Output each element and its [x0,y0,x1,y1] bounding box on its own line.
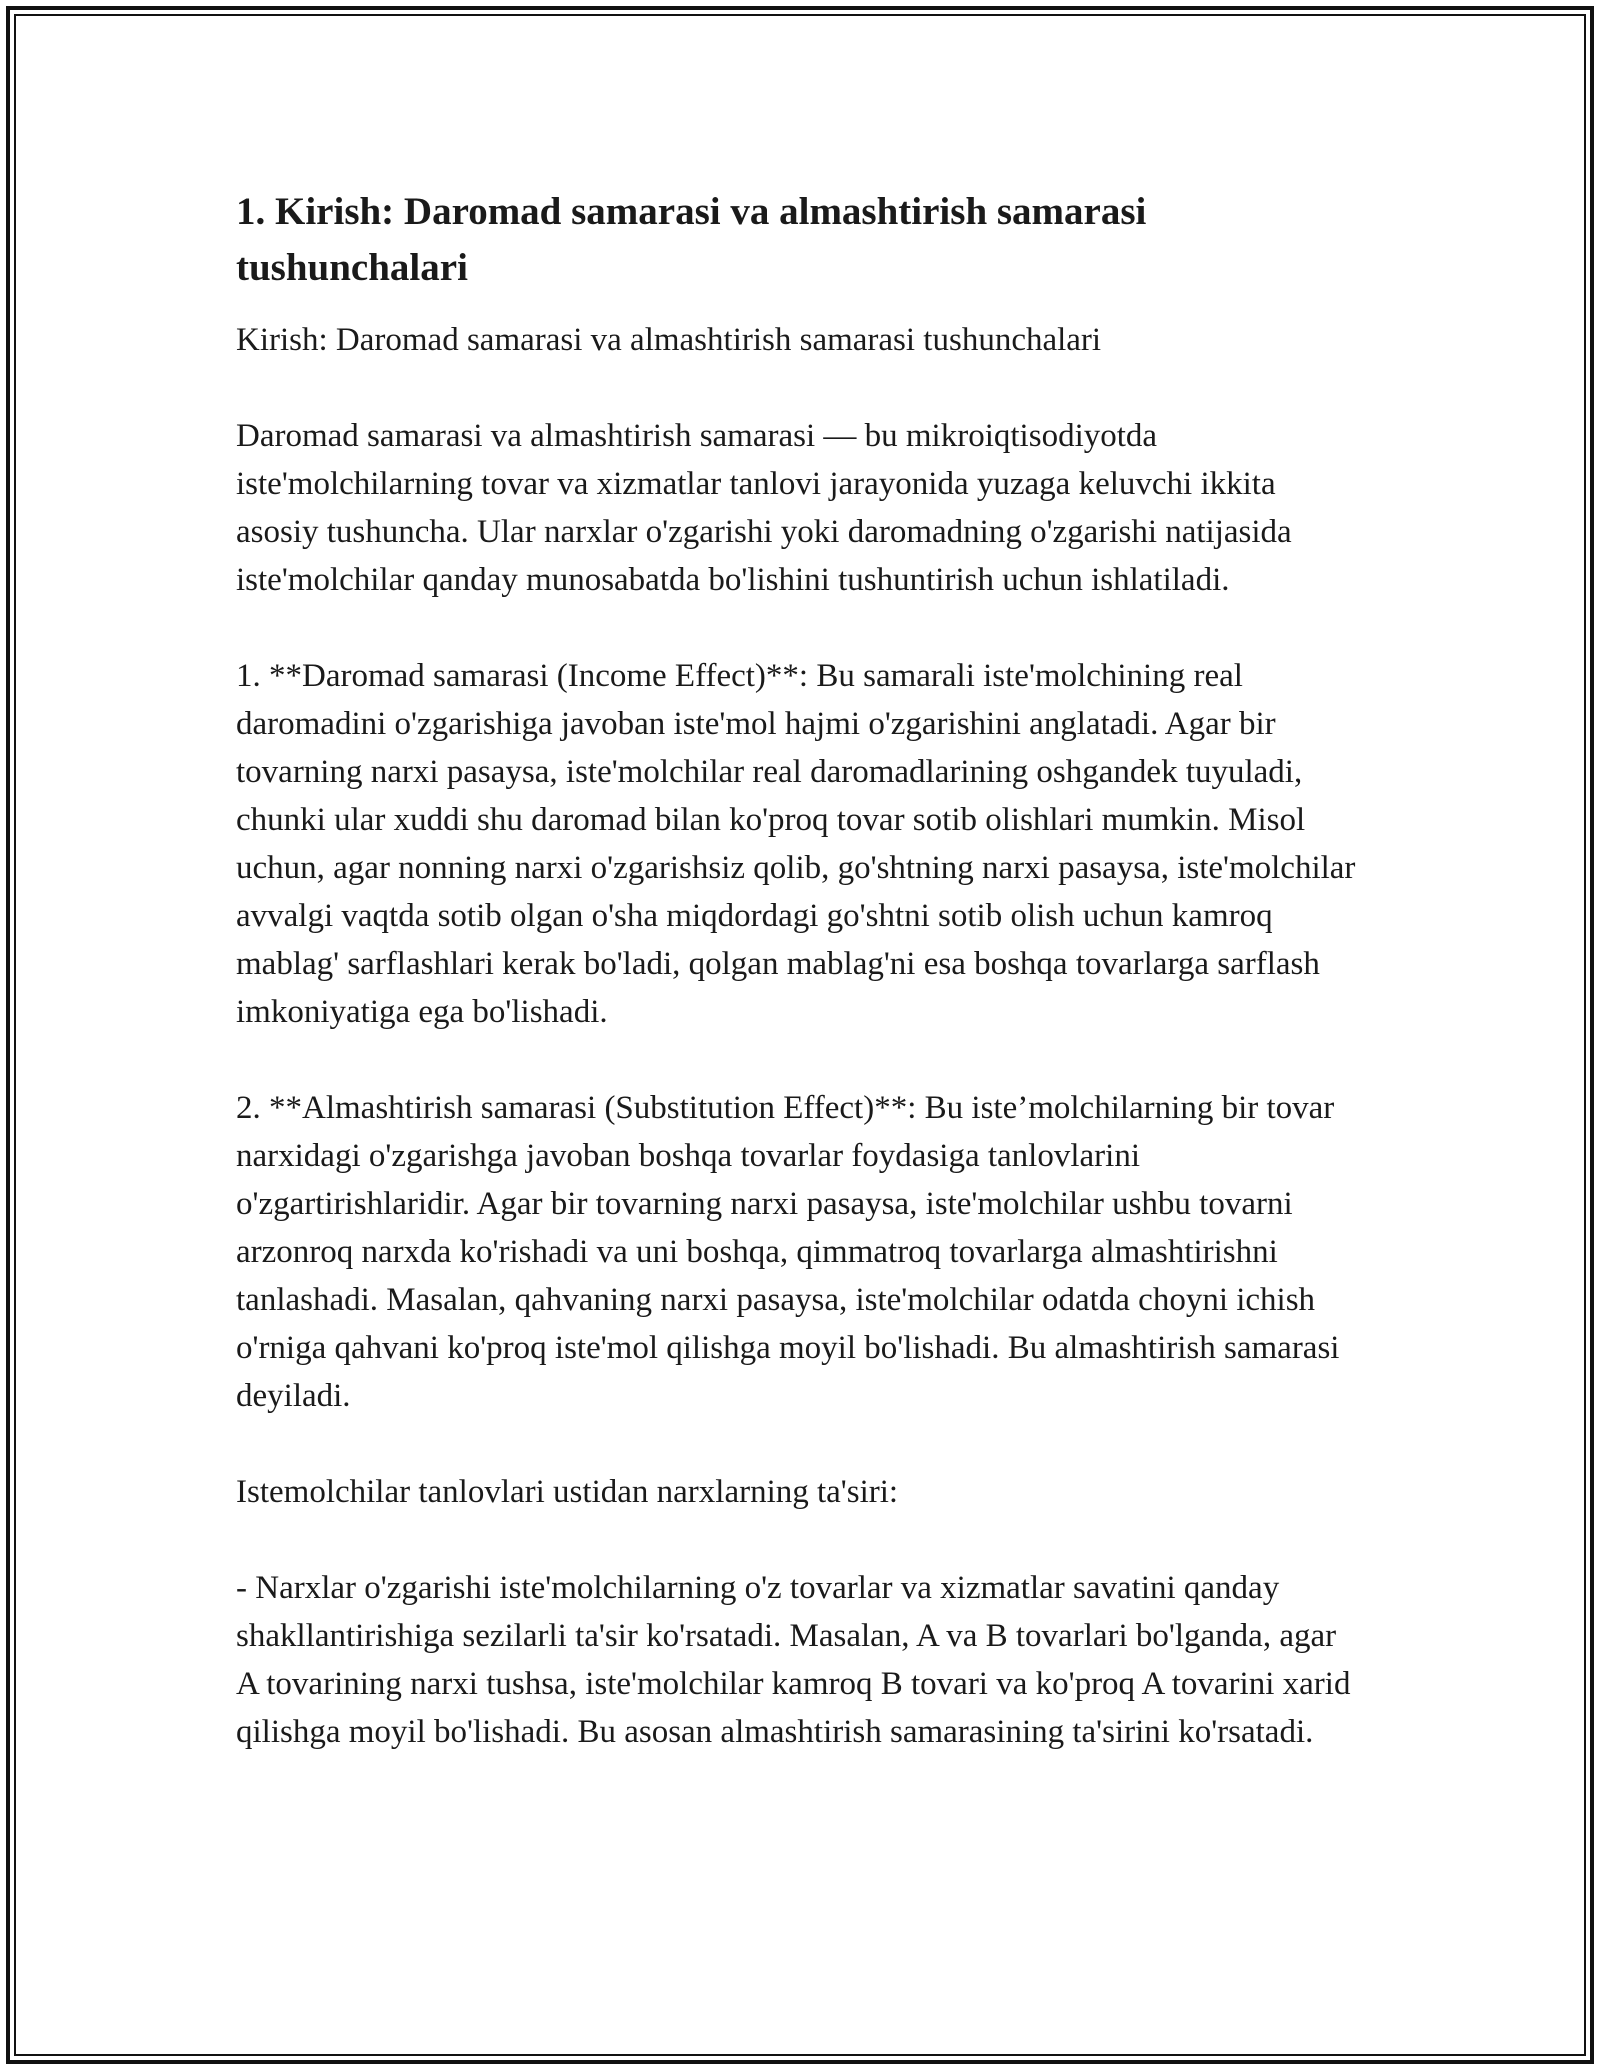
price-impact-heading: Istemolchilar tanlovlari ustidan narxlarning ta'siri: [236,1474,899,1510]
price-impact-paragraph: - Narxlar o'zgarishi iste'molchilarning o'z tovarlar va xizmatlar savatini qanday shakllantirishiga sezilarli ta'sir ko'rsatadi. Masalan, A va B tovarlari bo'lganda, agar A tovarining narxi tushsa, iste'molchilar kamroq B tovari va ko'proq A tovarini xarid qilishga moyil bo'lishadi. Bu asosan almashtirish samarasining ta'sirini ko'rsatadi. [236,1570,1351,1750]
document-body [236,184,1360,1756]
substitution-effect-paragraph: 2. **Almashtirish samarasi (Substitution Effect)**: Bu iste’molchilarning bir tovar narxidagi o'zgarishga javoban boshqa tovarlar foydasiga tanlovlarini o'zgartirishlaridir. Agar bir tovarning narxi pasaysa, iste'molchilar ushbu tovarni arzonroq narxda ko'rishadi va uni boshqa, qimmatroq tovarlarga almashtirishni tanlashadi. Masalan, qahvaning narxi pasaysa, iste'molchilar odatda choyni ichish o'rniga qahvani ko'proq iste'mol qilishga moyil bo'lishadi. Bu almashtirish samarasi deyiladi. [236,1090,1340,1414]
intro-paragraph: Daromad samarasi va almashtirish samarasi — bu mikroiqtisodiyotda iste'molchilarning tovar va xizmatlar tanlovi jarayonida yuzaga keluvchi ikkita asosiy tushuncha. Ular narxlar o'zgarishi yoki daromadning o'zgarishi natijasida iste'molchilar qanday munosabatda bo'lishini tushuntirish uchun ishlatiladi. [236,418,1292,598]
section-title: 1. Kirish: Daromad samarasi va almashtirish samarasi tushunchalari [236,190,1147,289]
subtitle-paragraph: Kirish: Daromad samarasi va almashtirish samarasi tushunchalari [236,322,1102,358]
income-effect-paragraph: 1. **Daromad samarasi (Income Effect)**: Bu samarali iste'molchining real daromadini o'zgarishiga javoban iste'mol hajmi o'zgarishini anglatadi. Agar bir tovarning narxi pasaysa, iste'molchilar real daromadlarining oshgandek tuyuladi, chunki ular xuddi shu daromad bilan ko'proq tovar sotib olishlari mumkin. Misol uchun, agar nonning narxi o'zgarishsiz qolib, go'shtning narxi pasaysa, iste'molchilar avvalgi vaqtda sotib olgan o'sha miqdordagi go'shtni sotib olish uchun kamroq mablag' sarflashlari kerak bo'ladi, qolgan mablag'ni esa boshqa tovarlarga sarflash imkoniyatiga ega bo'lishadi. [236,658,1356,1030]
